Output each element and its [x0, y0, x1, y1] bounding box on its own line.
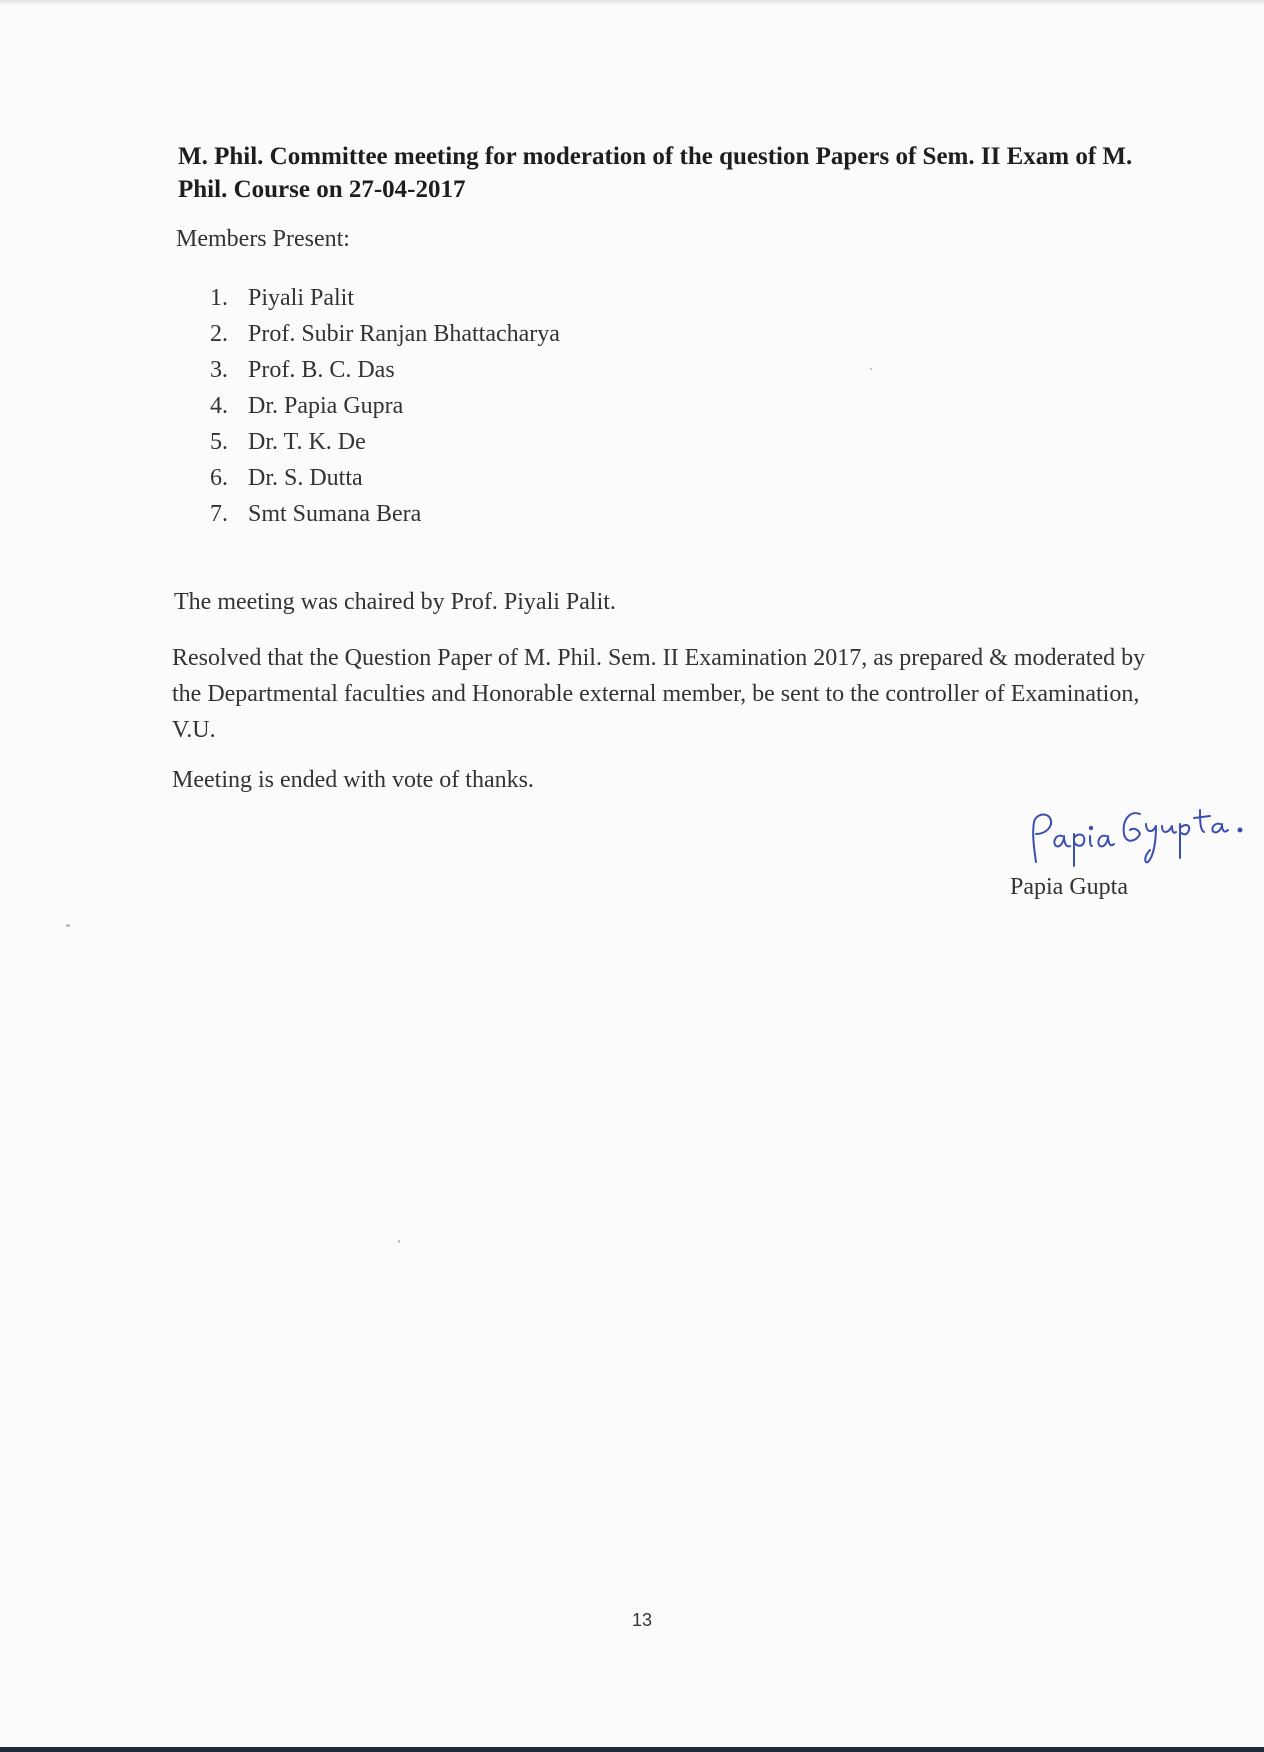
list-item: 1. Piyali Palit	[210, 280, 560, 316]
member-name: Dr. S. Dutta	[248, 465, 363, 491]
scan-speck	[398, 1240, 400, 1243]
page-number: 13	[632, 1610, 653, 1630]
list-item: 6. Dr. S. Dutta	[210, 460, 560, 496]
scan-speck	[870, 368, 872, 370]
scan-top-edge	[0, 0, 1264, 6]
member-name: Piyali Palit	[248, 285, 355, 311]
list-item: 4. Dr. Papia Gupra	[210, 388, 560, 424]
list-item: 5. Dr. T. K. De	[210, 424, 560, 460]
member-name: Smt Sumana Bera	[248, 501, 422, 527]
list-item: 3. Prof. B. C. Das	[210, 352, 560, 388]
document-title: M. Phil. Committee meeting for moderation of the question Papers of Sem. II Exam of M. Phil. Course on 27-04-2017	[178, 143, 1133, 203]
scan-speck	[66, 924, 70, 927]
member-name: Prof. B. C. Das	[248, 357, 395, 383]
resolution-paragraph: Resolved that the Question Paper of M. Phil. Sem. II Examination 2017, as prepared & moderated by the Departmental faculties and Honorable external member, be sent to the controller of Examination, V.U.	[172, 645, 1146, 743]
handwritten-signature	[1022, 800, 1252, 870]
list-item: 7. Smt Sumana Bera	[210, 496, 560, 532]
member-name: Dr. Papia Gupra	[248, 393, 404, 419]
list-item: 2. Prof. Subir Ranjan Bhattacharya	[210, 316, 560, 352]
member-name: Prof. Subir Ranjan Bhattacharya	[248, 321, 560, 347]
members-present-label: Members Present:	[176, 226, 350, 252]
scan-bottom-edge	[0, 1747, 1264, 1752]
member-name: Dr. T. K. De	[248, 429, 366, 455]
chair-statement: The meeting was chaired by Prof. Piyali Palit.	[174, 589, 616, 615]
closing-statement: Meeting is ended with vote of thanks.	[172, 767, 534, 793]
signer-name: Papia Gupta	[1010, 874, 1128, 900]
members-list	[210, 280, 560, 532]
